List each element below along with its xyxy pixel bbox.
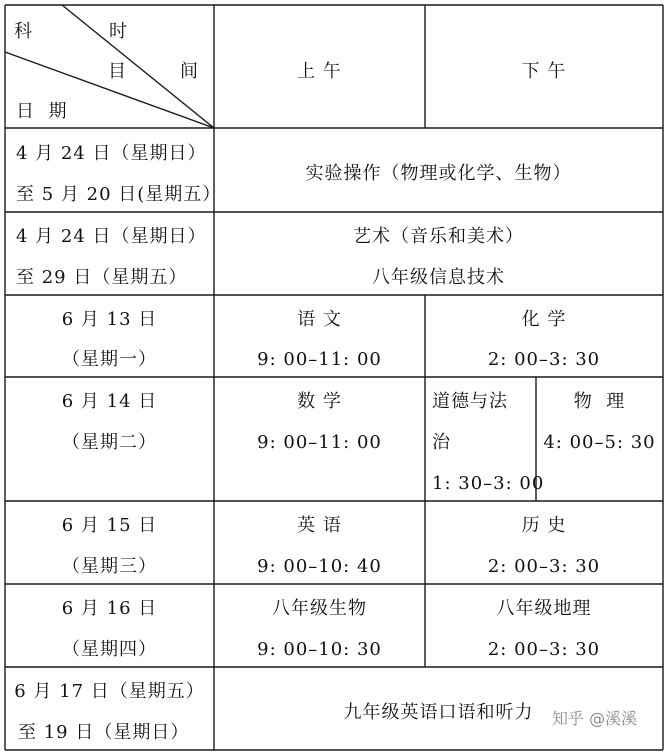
row7-subject: 九年级英语口语和听力 xyxy=(343,702,534,723)
row3-pm-subject: 化 学 xyxy=(521,309,567,330)
row4-pm-a-line2: 治 xyxy=(432,432,451,453)
row4-am-time: 9: 00–11: 00 xyxy=(257,432,382,453)
row1-subject: 实验操作（物理或化学、生物） xyxy=(305,163,572,184)
row2-date-line1: 4 月 24 日（星期日） xyxy=(16,226,207,247)
row2-subject-line2: 八年级信息技术 xyxy=(372,267,505,288)
row4-pm-b-time: 4: 00–5: 30 xyxy=(543,432,656,453)
row3-am-subject: 语 文 xyxy=(297,309,342,330)
row4-date-line2: （星期二） xyxy=(62,432,157,453)
row3-date-line2: （星期一） xyxy=(62,349,157,370)
row3-date-line1: 6 月 13 日 xyxy=(61,309,158,330)
row3-pm-time: 2: 00–3: 30 xyxy=(487,349,601,370)
row6-pm-subject: 八年级地理 xyxy=(496,598,592,619)
row4-am-subject: 数 学 xyxy=(297,391,342,412)
watermark: 知乎 @溪溪 xyxy=(552,709,638,728)
row7-date-line1: 6 月 17 日（星期五） xyxy=(14,681,205,702)
header-label-ke: 科 xyxy=(14,21,33,42)
row5-pm-subject: 历 史 xyxy=(521,515,567,536)
row1-date-line2: 至 5 月 20 日(星期五） xyxy=(16,184,222,205)
row4-pm-a-line1: 道德与法 xyxy=(432,391,508,412)
row6-date-line1: 6 月 16 日 xyxy=(61,598,158,619)
row5-pm-time: 2: 00–3: 30 xyxy=(487,556,601,577)
row5-date-line1: 6 月 15 日 xyxy=(61,515,158,536)
row2-subject-line1: 艺术（音乐和美术） xyxy=(353,226,524,247)
row4-date-line1: 6 月 14 日 xyxy=(61,391,158,412)
row6-am-time: 9: 00–10: 30 xyxy=(257,639,382,660)
row4-pm-a-time: 1: 30–3: 00 xyxy=(432,473,545,494)
header-afternoon: 下 午 xyxy=(521,61,567,82)
row5-date-line2: （星期三） xyxy=(62,556,157,577)
row1-date-line1: 4 月 24 日（星期日） xyxy=(16,143,207,164)
row5-am-subject: 英 语 xyxy=(297,515,342,536)
header-label-riqi: 日 期 xyxy=(16,101,68,122)
row5-am-time: 9: 00–10: 40 xyxy=(257,556,382,577)
row4-pm-b-subject: 物 理 xyxy=(573,391,626,412)
row6-date-line2: （星期四） xyxy=(62,639,157,660)
row6-pm-time: 2: 00–3: 30 xyxy=(487,639,601,660)
row6-am-subject: 八年级生物 xyxy=(272,598,367,619)
row7-date-line2: 至 19 日（星期日） xyxy=(18,722,190,743)
header-label-shi: 时 xyxy=(109,21,128,42)
row2-date-line2: 至 29 日（星期五） xyxy=(16,267,188,288)
header-label-mu: 目 xyxy=(108,61,127,82)
row3-am-time: 9: 00–11: 00 xyxy=(257,349,382,370)
header-morning: 上 午 xyxy=(297,61,342,82)
header-label-jian: 间 xyxy=(180,61,199,82)
